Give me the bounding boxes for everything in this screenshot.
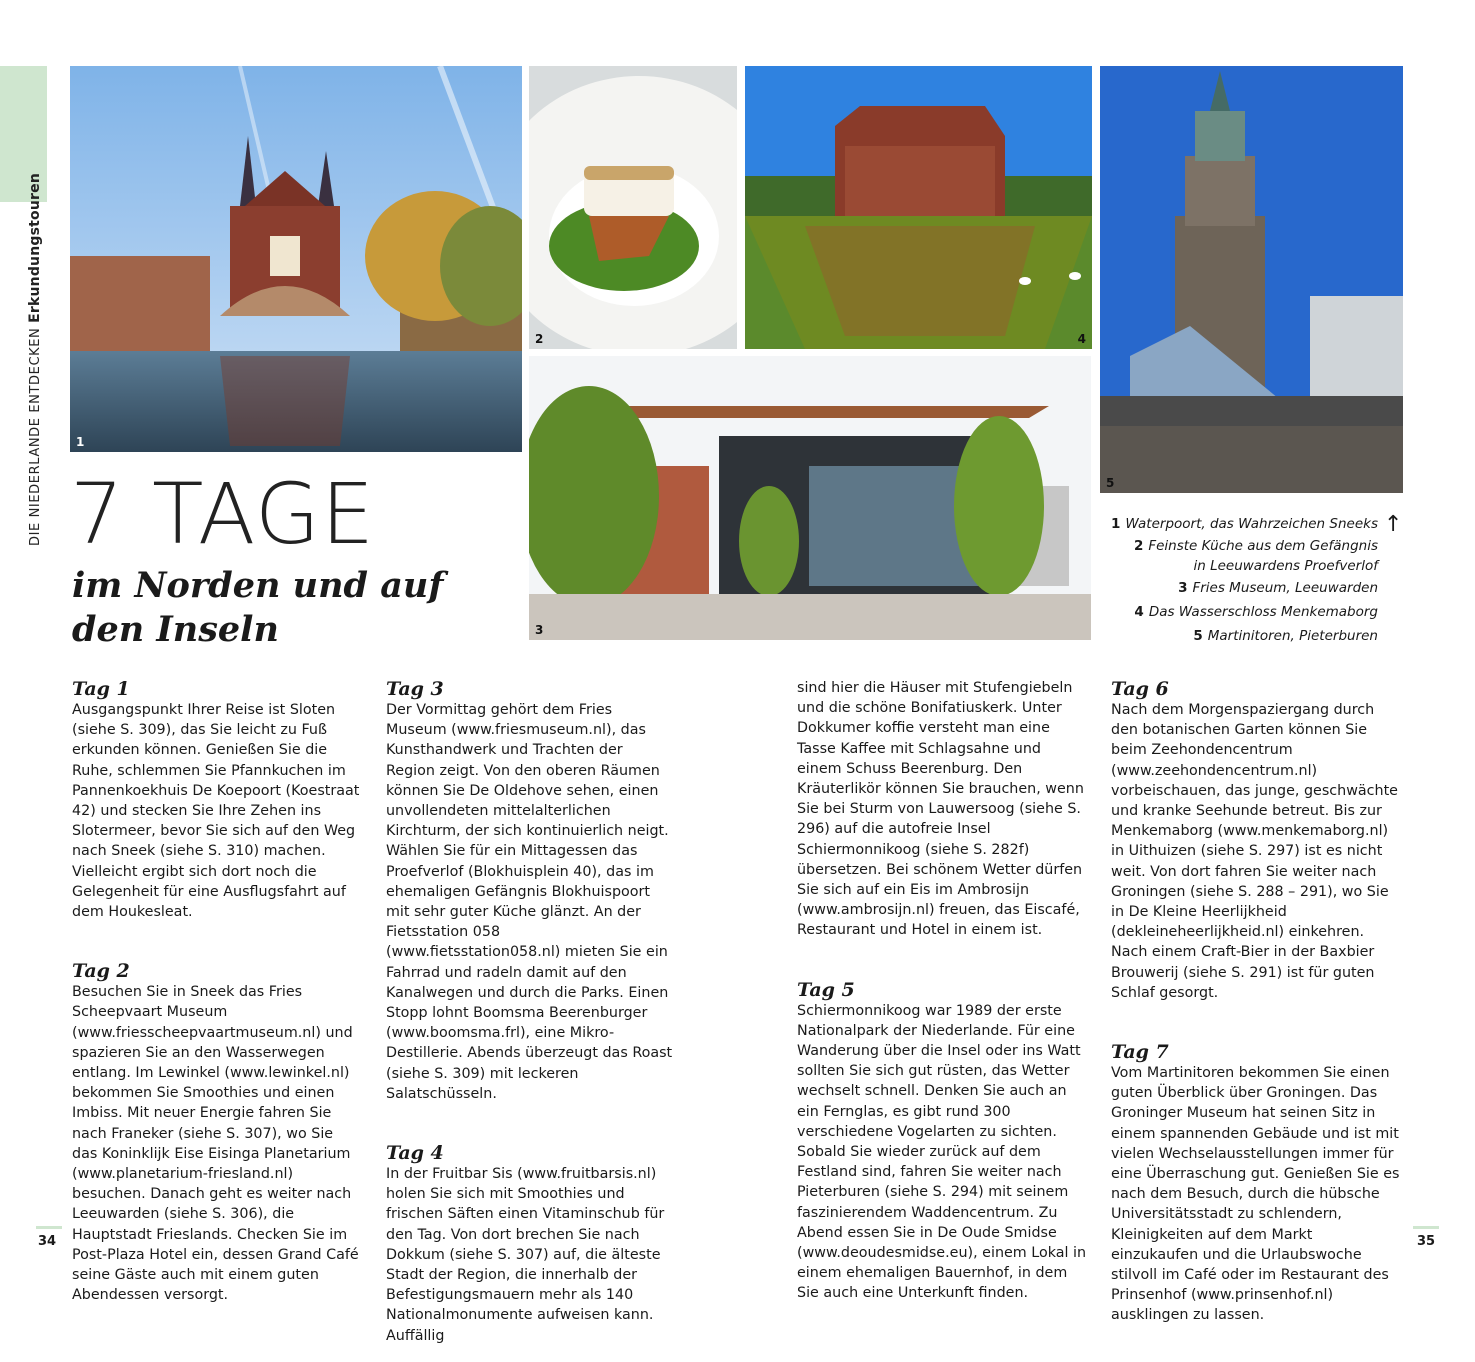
day-heading-4: Tag 4	[386, 1142, 444, 1165]
photo-fries-museum-image	[529, 356, 1091, 640]
day-text-5: Schiermonnikoog war 1989 der erste Nationalpark der Niederlande. Für eine Wanderung über die Insel oder ins Watt sollten Sie sich gut rüsten, das Wetter wechselt schnell. Denken Sie auch an ein Fernglas, es gibt rund 300 verschiedene Vogelarten zu sichten. Sobald Sie wieder zurück auf dem Festland sind, fahren Sie weiter nach Pieterburen (siehe S. 294) mit seinem faszinierendem Waddencentrum. Zu Abend essen Sie in De Oude Smidse (www.deoudesmidse.eu), einem Lokal in einem ehemaligen Bauernhof, in dem Sie auch eine Unterkunft finden.	[797, 1002, 1087, 1302]
photo-martinitoren	[1100, 66, 1403, 493]
day-text-4: In der Fruitbar Sis (www.fruitbarsis.nl) holen Sie sich mit Smoothies und frischen Säften einen Vitaminschub für den Tag. Von dort brechen Sie nach Dokkum (siehe S. 307) auf, die älteste Stadt der Region, die innerhalb der Befestigungsmauern mehr als 140 Nationalmonumente aufweisen kann. Auffällig	[386, 1166, 665, 1344]
day-text-7: Vom Martinitoren bekommen Sie einen guten Überblick über Groningen. Das Groninger Museum hat seinen Sitz in einem spannenden Gebäude und ist mit vielen Wechselausstellungen immer für eine Überraschung gut. Genießen Sie es nach dem Besuch, durch die hübsche Universitätsstadt zu schlendern, Kleinigkeiten auf dem Markt einzukaufen und die Urlaubswoche stilvoll im Café oder im Restaurant des Prinsenhof (www.prinsenhof.nl) ausklingen zu lassen.	[1111, 1065, 1400, 1324]
photo-martinitoren-image	[1100, 66, 1403, 493]
column-3	[797, 678, 1087, 1320]
photo-waterpoort-image	[70, 66, 522, 452]
caption-3: 3 Fries Museum, Leeuwarden	[1178, 580, 1378, 596]
photo-dish	[529, 66, 737, 349]
day-text-6: Nach dem Morgenspaziergang durch den botanischen Garten können Sie beim Zeehondencentrum (www.zeehondencentrum.nl) vorbeischauen, das junge, geschwächte und kranke Seehunde betreut. Bis zur Menkemaborg (www.menkemaborg.nl) in Uithuizen (siehe S. 297) ist es nicht weit. Von dort fahren Sie weiter nach Groningen (siehe S. 288 – 291), wo Sie in De Kleine Heerlijkheid (dekleineheerlijkheid.nl) einkehren. Nach einem Craft-Bier in der Baxbier Brouwerij (siehe S. 291) ist für guten Schlaf gesorgt.	[1111, 702, 1398, 1001]
day-heading-6: Tag 6	[1111, 678, 1169, 700]
column-2	[386, 678, 676, 1362]
photo-captions	[1108, 512, 1378, 648]
page-number-left: 34	[38, 1234, 57, 1249]
photo-fries-museum	[529, 356, 1091, 640]
page-subtitle: im Norden und auf den Inseln	[72, 565, 444, 650]
day-heading-5: Tag 5	[797, 978, 855, 1001]
photo-number-5: 5	[1106, 476, 1115, 490]
caption-4: 4 Das Wasserschloss Menkemaborg	[1134, 604, 1378, 620]
section-label-bold: Erkundungstouren	[27, 173, 43, 323]
day-text-3: Der Vormittag gehört dem Fries Museum (www.friesmuseum.nl), das Kunsthandwerk und Trachten der Region zeigt. Von den oberen Räumen können Sie De Oldehove sehen, einen unvollendeten mittelalterlichen Kirchturm, der sich kontinuierlich neigt. Wählen Sie für ein Mittagessen das Proefverlof (Blokhuisplein 40), das im ehemaligen Gefängnis Blokhuispoort mit sehr guter Küche glänzt. An der Fietsstation 058 (www.fietsstation058.nl) mieten Sie ein Fahrrad und radeln damit auf den Kanalwegen und durch die Parks. Einen Stopp lohnt Boomsma Beerenburger (www.boomsma.frl), eine Mikro-Destillerie. Abends überzeugt das Roast (siehe S. 309) mit leckeren Salatschüsseln.	[386, 702, 673, 1102]
day-text-4-cont: sind hier die Häuser mit Stufengiebeln und die schöne Bonifatiuskerk. Unter Dokkumer koffie versteht man eine Tasse Kaffee mit Schlagsahne und einem Schuss Beerenburg. Den Kräuterlikör können Sie brauchen, wenn Sie bei Sturm von Lauwersoog (siehe S. 296) auf die autofreie Insel Schiermonnikoog (siehe S. 282f) übersetzen. Bei schönem Wetter dürfen Sie sich auf ein Eis im Ambrosijn (www.ambrosijn.nl) freuen, das Eiscafé, Restaurant und Hotel in einem ist.	[797, 680, 1084, 939]
photo-menkemaborg-image	[745, 66, 1092, 349]
day-heading-2: Tag 2	[72, 960, 130, 983]
page-line-right	[1413, 1226, 1439, 1229]
column-4	[1111, 678, 1401, 1342]
column-1	[72, 678, 362, 1321]
photo-waterpoort	[70, 66, 522, 452]
section-label-prefix: DIE NIEDERLANDE ENTDECKEN	[28, 327, 43, 546]
day-heading-7: Tag 7	[1111, 1041, 1169, 1064]
photo-menkemaborg	[745, 66, 1092, 349]
arrow-up-icon: ↑	[1384, 512, 1403, 537]
day-heading-3: Tag 3	[386, 678, 444, 700]
caption-1: 1 Waterpoort, das Wahrzeichen Sneeks	[1111, 516, 1378, 532]
photo-number-2: 2	[535, 332, 544, 346]
day-heading-1: Tag 1	[72, 678, 130, 700]
page-line-left	[36, 1226, 62, 1229]
photo-number-4: 4	[1077, 332, 1086, 346]
page-number-right: 35	[1417, 1234, 1436, 1249]
photo-number-1: 1	[76, 435, 85, 449]
page-title: 7 TAGE	[70, 465, 376, 563]
caption-2: 2 Feinste Küche aus dem Gefängnis	[1133, 538, 1378, 554]
day-text-1: Ausgangspunkt Ihrer Reise ist Sloten (siehe S. 309), das Sie leicht zu Fuß erkunden können. Genießen Sie die Ruhe, schlemmen Sie Pfannkuchen im Pannenkoekhuis De Koepoort (Koestraat 42) und stecken Sie Ihre Zehen ins Slotermeer, bevor Sie sich auf den Weg nach Sneek (siehe S. 310) machen. Vielleicht ergibt sich dort noch die Gelegenheit für eine Ausflugsfahrt auf dem Houkesleat.	[72, 702, 360, 921]
photo-dish-image	[529, 66, 737, 349]
caption-5: 5 Martinitoren, Pieterburen	[1193, 628, 1378, 644]
photo-number-3: 3	[535, 623, 544, 637]
section-label	[27, 26, 49, 546]
caption-2-cont: in Leeuwardens Proefverlof	[1193, 558, 1378, 574]
day-text-2: Besuchen Sie in Sneek das Fries Scheepvaart Museum (www.friesscheepvaartmuseum.nl) und spazieren Sie an den Wasserwegen entlang. Im Lewinkel (www.lewinkel.nl) bekommen Sie Smoothies und einen Imbiss. Mit neuer Energie fahren Sie nach Franeker (siehe S. 307), wo Sie das Koninklijk Eise Eisinga Planetarium (www.planetarium-friesland.nl) besuchen. Danach geht es weiter nach Leeuwarden (siehe S. 306), die Hauptstadt Frieslands. Checken Sie im Post-Plaza Hotel ein, dessen Grand Café seine Gäste auch mit einem guten Abendessen versorgt.	[72, 984, 359, 1304]
